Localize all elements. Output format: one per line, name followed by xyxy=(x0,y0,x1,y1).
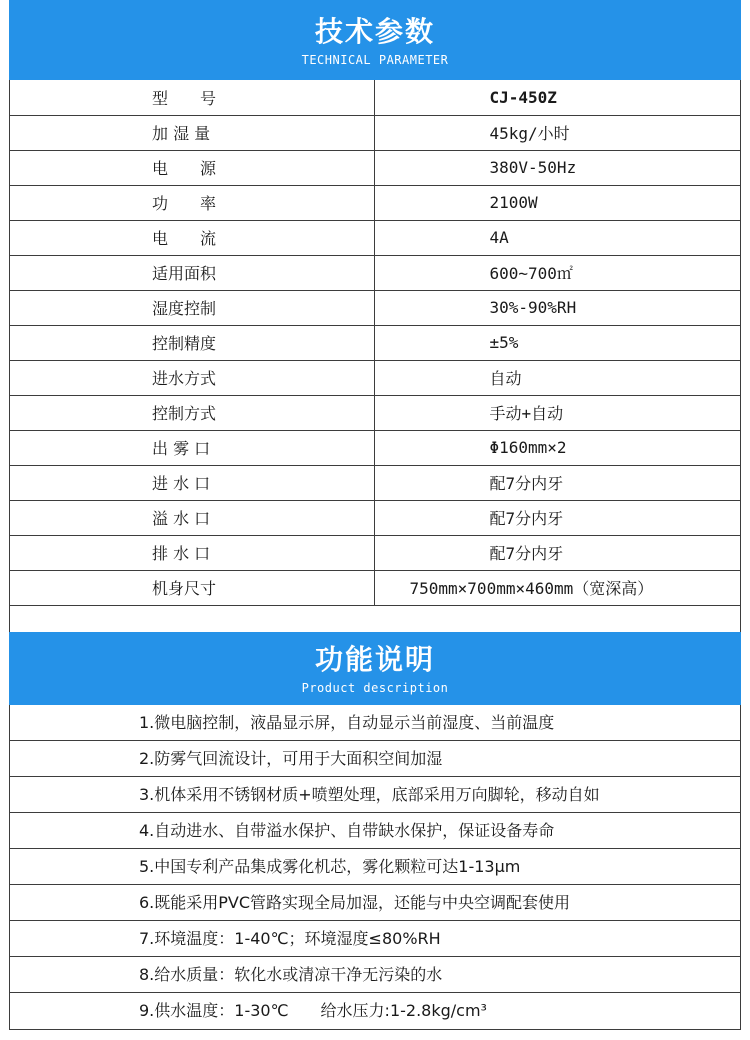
feature-item: 9.供水温度：1-30℃ 给水压力:1-2.8kg/cm³ xyxy=(139,1001,487,1020)
spec-key: 进水方式 xyxy=(9,360,374,395)
spec-row xyxy=(9,80,741,115)
feature-item: 7.环境温度：1-40℃；环境湿度≤80%RH xyxy=(9,921,741,957)
spec-key: 控制方式 xyxy=(9,395,374,430)
spec-key: 控制精度 xyxy=(9,325,374,360)
spec-key: 湿度控制 xyxy=(9,290,374,325)
spec-value: 自动 xyxy=(374,360,741,395)
spec-row xyxy=(9,500,741,535)
feature-item: 5.中国专利产品集成雾化机芯，雾化颗粒可达1-13μm xyxy=(9,849,741,885)
spec-row xyxy=(9,185,741,220)
spec-row xyxy=(9,430,741,465)
spec-table xyxy=(9,80,741,606)
spec-row xyxy=(9,115,741,150)
spec-key: 电 源 xyxy=(9,150,374,185)
spec-row xyxy=(9,395,741,430)
spec-row xyxy=(9,570,741,605)
spec-row xyxy=(9,360,741,395)
spec-key: 机身尺寸 xyxy=(9,570,374,605)
spec-row xyxy=(9,255,741,290)
spec-key: 溢 水 口 xyxy=(9,500,374,535)
spec-row xyxy=(9,325,741,360)
spec-value: Φ160mm×2 xyxy=(374,430,741,465)
feature-subtitle: Product description xyxy=(301,681,449,695)
spec-key: 排 水 口 xyxy=(9,535,374,570)
spec-value: 手动+自动 xyxy=(374,395,741,430)
spec-value: 380V-50Hz xyxy=(374,150,741,185)
spec-value: 4A xyxy=(374,220,741,255)
spec-subtitle: TECHNICAL PARAMETER xyxy=(301,53,449,67)
spec-value: 600~700㎡ xyxy=(374,255,741,290)
spec-title: 技术参数 xyxy=(314,15,435,48)
spec-key: 电 流 xyxy=(9,220,374,255)
feature-item: 1.微电脑控制，液晶显示屏，自动显示当前湿度、当前温度 xyxy=(9,705,741,741)
spec-key: 型 号 xyxy=(9,80,374,115)
spec-key: 功 率 xyxy=(9,185,374,220)
spec-value: 配7分内牙 xyxy=(374,535,741,570)
feature-item: 2.防雾气回流设计，可用于大面积空间加湿 xyxy=(9,741,741,777)
spec-row xyxy=(9,290,741,325)
feature-header xyxy=(9,632,741,705)
spec-key: 加 湿 量 xyxy=(9,115,374,150)
spec-value: 750mm×700mm×460mm（宽深高） xyxy=(374,570,741,605)
spec-value: 2100W xyxy=(374,185,741,220)
feature-list xyxy=(9,705,741,1029)
feature-item: 4.自动进水、自带溢水保护、自带缺水保护，保证设备寿命 xyxy=(9,813,741,849)
feature-item: 8.给水质量：软化水或清凉干净无污染的水 xyxy=(9,957,741,993)
spec-value: 30%-90%RH xyxy=(374,290,741,325)
spec-row xyxy=(9,150,741,185)
spec-key: 出 雾 口 xyxy=(9,430,374,465)
spec-header xyxy=(9,0,741,80)
feature-title: 功能说明 xyxy=(314,643,435,676)
spec-key: 适用面积 xyxy=(9,255,374,290)
spec-value: CJ-450Z xyxy=(374,80,741,115)
feature-item: 3.机体采用不锈钢材质+喷塑处理，底部采用万向脚轮，移动自如 xyxy=(9,777,741,813)
spec-row xyxy=(9,535,741,570)
spec-row xyxy=(9,220,741,255)
spec-row xyxy=(9,465,741,500)
spec-value: 配7分内牙 xyxy=(374,500,741,535)
spec-value: 配7分内牙 xyxy=(374,465,741,500)
feature-item: 6.既能采用PVC管路实现全局加湿，还能与中央空调配套使用 xyxy=(9,885,741,921)
spec-value: 45kg/小时 xyxy=(374,115,741,150)
spec-value: ±5% xyxy=(374,325,741,360)
spec-key: 进 水 口 xyxy=(9,465,374,500)
